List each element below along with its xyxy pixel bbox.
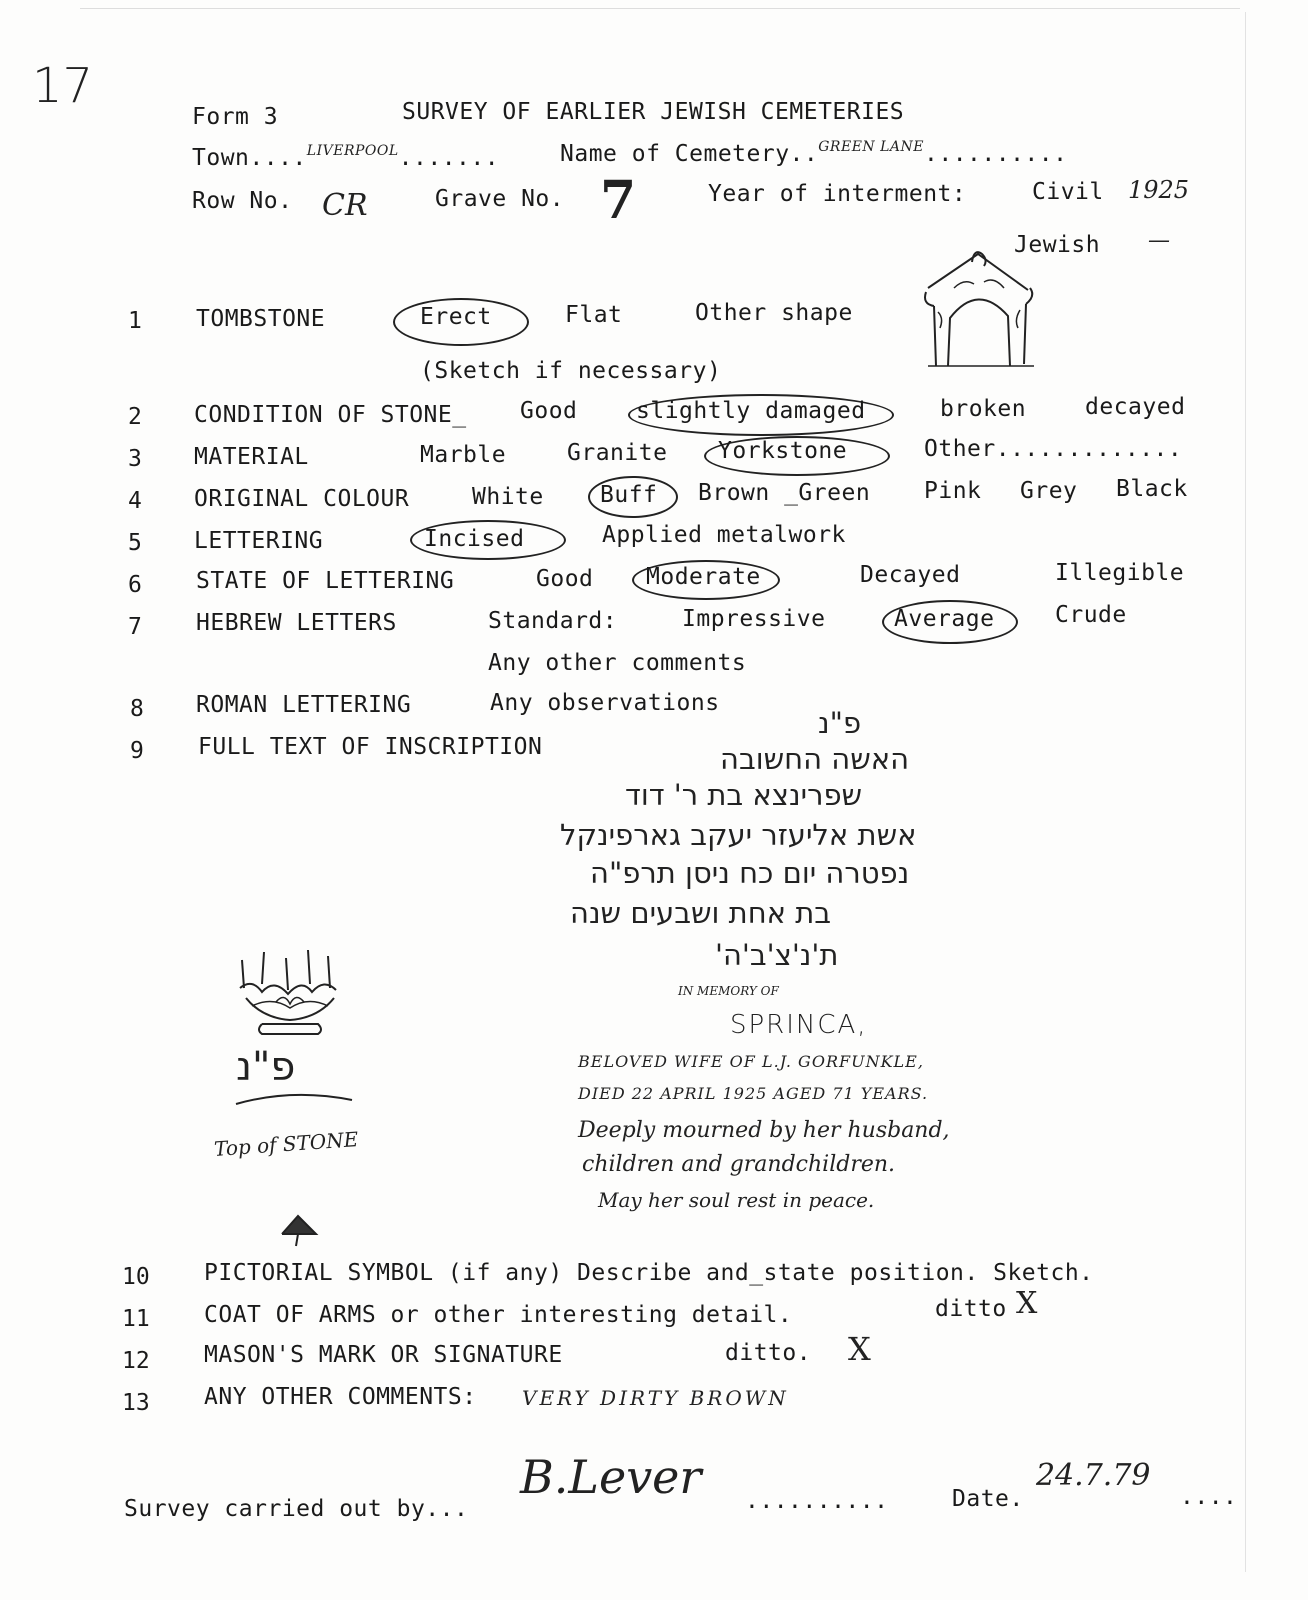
inscription-english-line: May her soul rest in peace.	[598, 1188, 875, 1212]
item-8-note: Any observations	[490, 690, 720, 716]
page-number: 17	[32, 58, 94, 114]
item-11-number: 11	[122, 1306, 150, 1332]
town-field	[192, 145, 499, 171]
inscription-hebrew-line: אשת אליעזר יעקב גארפינקל	[560, 818, 917, 852]
item-9-label: FULL TEXT OF INSCRIPTION	[198, 734, 543, 760]
item-1-option-flat: Flat	[565, 302, 623, 328]
item-2-option-decayed: decayed	[1085, 394, 1186, 420]
inscription-hebrew-line: ת'נ'צ'ב'ה'	[715, 938, 839, 972]
item-3-option-yorkstone: Yorkstone	[718, 438, 848, 464]
item-10-text: PICTORIAL SYMBOL (if any) Describe and_state position. Sketch.	[204, 1260, 1094, 1286]
item-7-note: Any other comments	[488, 650, 747, 676]
item-10-number: 10	[122, 1264, 150, 1290]
item-7-option-crude: Crude	[1055, 602, 1127, 628]
inscription-english-line: DIED 22 APRIL 1925 AGED 71 YEARS.	[578, 1084, 929, 1103]
item-3-option-granite: Granite	[567, 440, 668, 466]
jewish-label: Jewish	[1014, 232, 1101, 258]
item-4-number: 4	[128, 488, 142, 514]
item-3-number: 3	[128, 446, 142, 472]
item-3-option-marble: Marble	[420, 442, 507, 468]
item-4-option-white: White	[472, 484, 544, 510]
cemetery-dots: ..........	[924, 141, 1068, 167]
top-sketch-hebrew: פ"נ	[236, 1044, 296, 1090]
row-value: CR	[322, 188, 368, 223]
inscription-english-line: children and grandchildren.	[582, 1152, 896, 1177]
item-7-label: HEBREW LETTERS	[196, 610, 397, 636]
inscription-english-line: BELOVED WIFE OF L.J. GORFUNKLE,	[578, 1052, 924, 1071]
row-label: Row No.	[192, 188, 293, 214]
item-7-option-average: Average	[894, 606, 995, 632]
item-2-number: 2	[128, 404, 142, 430]
crown-candles-sketch	[232, 948, 348, 1048]
date-dots: ....	[1180, 1484, 1238, 1510]
inscription-english-line: SPRINCA,	[730, 1010, 868, 1040]
top-sketch-underline	[232, 1086, 356, 1108]
item-6-label: STATE OF LETTERING	[196, 568, 455, 594]
item-12-mark: X	[848, 1330, 871, 1368]
item-5-label: LETTERING	[194, 528, 324, 554]
item-8-number: 8	[130, 696, 144, 722]
item-11-mark: X	[1016, 1286, 1038, 1321]
surveyor-signature: B.Lever	[520, 1450, 702, 1504]
inscription-hebrew-line: פ"נ	[818, 706, 862, 740]
cemetery-field	[560, 141, 1067, 167]
page-top-edge	[80, 8, 1240, 9]
grave-value: 7	[600, 170, 637, 231]
item-2-option-broken: broken	[940, 396, 1027, 422]
item-7-number: 7	[128, 614, 142, 640]
item-13-text: ANY OTHER COMMENTS:	[204, 1384, 477, 1410]
inscription-english-line: Deeply mourned by her husband,	[578, 1118, 950, 1143]
item-2-option-good: Good	[520, 398, 578, 424]
item-7-option-impressive: Impressive	[682, 606, 826, 632]
cemetery-value: GREEN LANE	[818, 139, 924, 155]
item-5-number: 5	[128, 530, 142, 556]
item-1-option-other: Other shape	[695, 300, 853, 326]
item-7-prefix: Standard:	[488, 608, 618, 634]
item-12-text: MASON'S MARK OR SIGNATURE	[204, 1342, 563, 1368]
item-12-ditto: ditto.	[725, 1340, 812, 1366]
item-4-label: ORIGINAL COLOUR	[194, 486, 410, 512]
item-4-option-pink: Pink	[924, 478, 982, 504]
item-5-option-incised: Incised	[424, 526, 525, 552]
survey-label: Survey carried out by...	[124, 1496, 469, 1522]
inscription-hebrew-line: נפטרה יום כח ניסן תרפ"ה	[590, 856, 910, 890]
inscription-english-line: IN MEMORY OF	[678, 984, 779, 998]
item-6-number: 6	[128, 572, 142, 598]
item-6-option-decayed: Decayed	[860, 562, 961, 588]
town-value: LIVERPOOL	[306, 143, 399, 159]
item-4-option-brown-green: Brown _Green	[698, 480, 871, 506]
item-5-option-applied-metalwork: Applied metalwork	[602, 522, 846, 548]
item-1-option-erect: Erect	[420, 304, 492, 330]
item-2-option-slightly-damaged: slightly damaged	[636, 398, 866, 424]
page-right-edge	[1245, 12, 1246, 1572]
inscription-hebrew-line: בת אחת ושבעים שנה	[570, 896, 832, 930]
civil-value: 1925	[1128, 176, 1190, 204]
item-1-note: (Sketch if necessary)	[420, 358, 722, 384]
item-12-number: 12	[122, 1348, 150, 1374]
small-arch-sketch	[278, 1214, 320, 1248]
civil-label: Civil	[1032, 179, 1104, 205]
item-4-option-buff: Buff	[600, 482, 658, 508]
item-1-label: TOMBSTONE	[196, 306, 326, 332]
town-label: Town....	[192, 145, 307, 171]
item-6-option-moderate: Moderate	[646, 564, 761, 590]
jewish-value: —	[1148, 228, 1170, 253]
item-2-label: CONDITION OF STONE_	[194, 402, 467, 428]
grave-label: Grave No.	[435, 186, 565, 212]
item-11-text: COAT OF ARMS or other interesting detail.	[204, 1302, 793, 1328]
inscription-hebrew-line: שפרינצא בת ר' דוד	[625, 778, 863, 812]
top-sketch-caption: Top of STONE	[213, 1126, 359, 1162]
item-13-number: 13	[122, 1390, 150, 1416]
year-label: Year of interment:	[708, 181, 967, 207]
item-8-label: ROMAN LETTERING	[196, 692, 412, 718]
town-dots: .......	[398, 145, 500, 171]
cemetery-label: Name of Cemetery..	[560, 141, 819, 167]
item-9-number: 9	[130, 738, 144, 764]
item-11-ditto: ditto	[935, 1296, 1007, 1322]
item-3-option-other: Other.............	[924, 436, 1183, 462]
date-label: Date.	[952, 1486, 1024, 1512]
item-4-option-grey: Grey	[1020, 478, 1078, 504]
item-1-number: 1	[128, 308, 142, 334]
item-4-option-black: Black	[1116, 476, 1188, 502]
tombstone-sketch	[918, 248, 1046, 376]
date-value: 24.7.79	[1036, 1458, 1151, 1493]
item-6-option-illegible: Illegible	[1055, 560, 1185, 586]
form-title: SURVEY OF EARLIER JEWISH CEMETERIES	[402, 99, 905, 125]
item-3-label: MATERIAL	[194, 444, 309, 470]
form-label: Form 3	[192, 104, 279, 130]
survey-dots: ..........	[745, 1488, 889, 1514]
item-13-value: VERY DIRTY BROWN	[522, 1386, 789, 1410]
item-6-option-good: Good	[536, 566, 594, 592]
inscription-hebrew-line: האשה החשובה	[720, 742, 910, 776]
